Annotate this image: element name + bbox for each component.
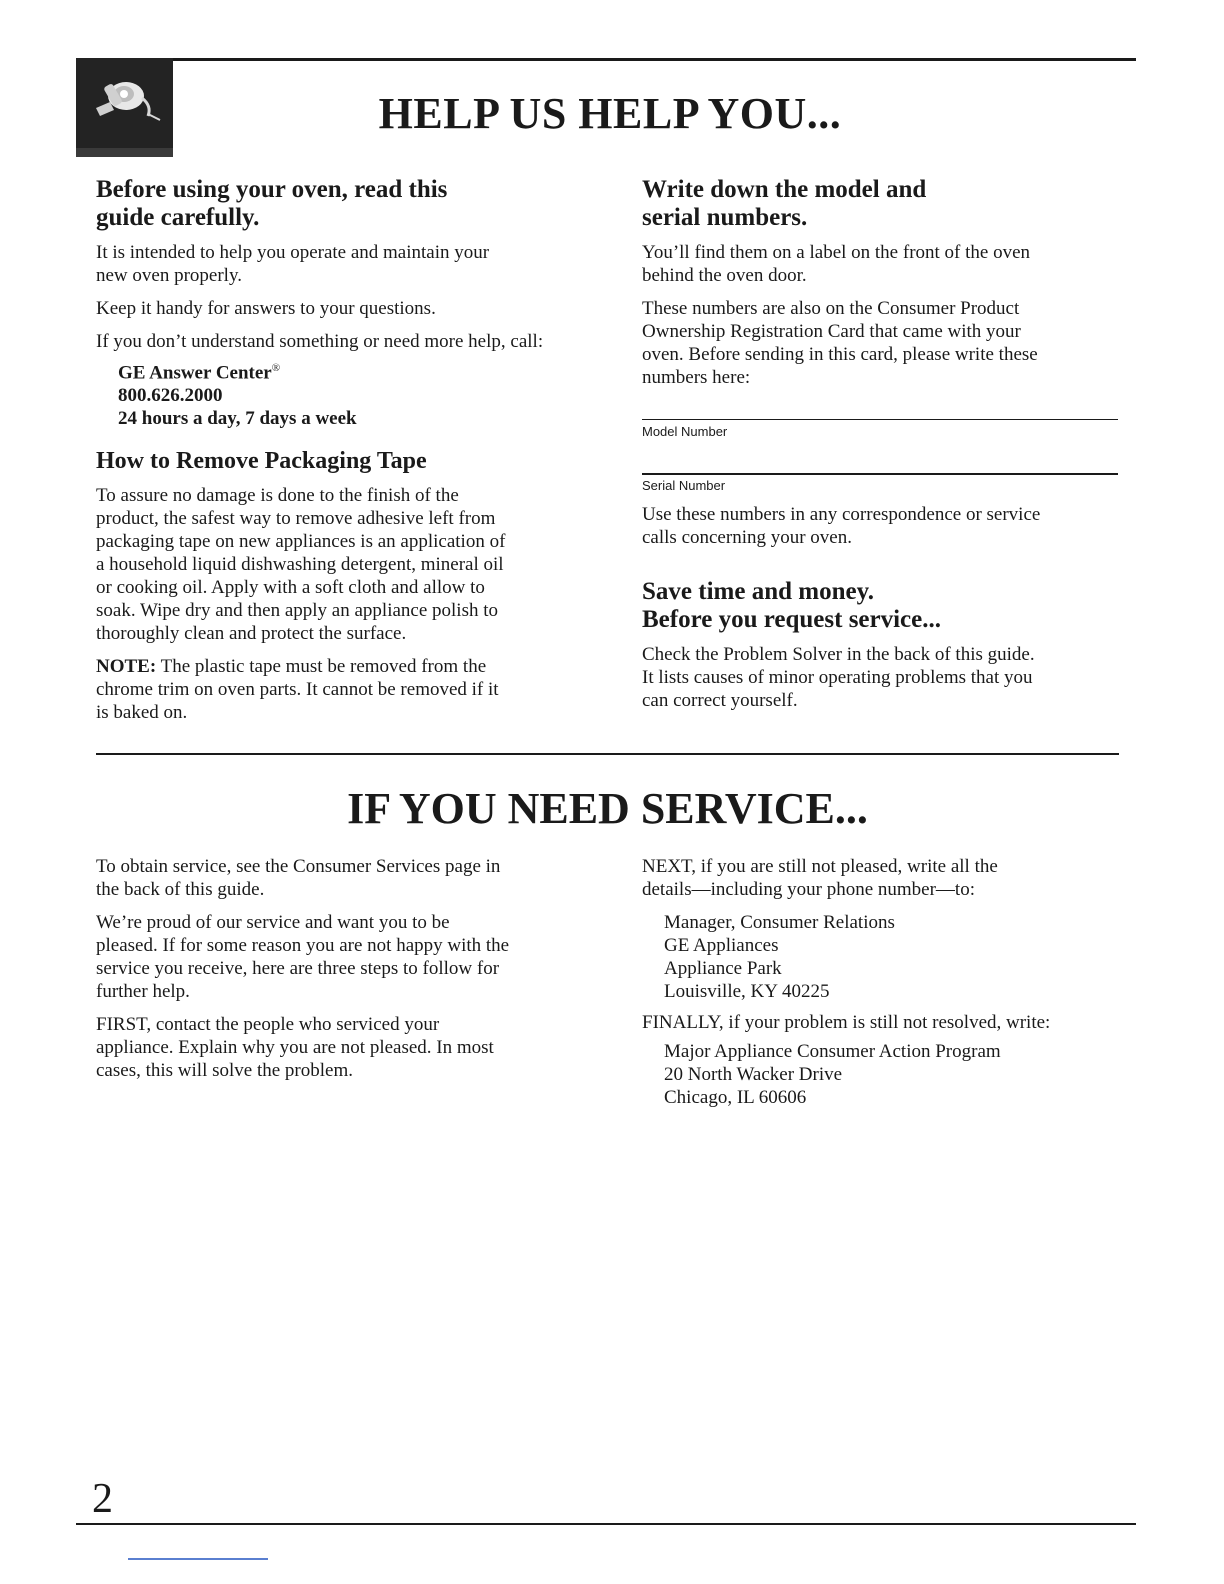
note-paragraph bbox=[96, 655, 576, 724]
consumer-relations-address bbox=[642, 911, 1120, 1003]
contact-hours: 24 hours a day, 7 days a week bbox=[118, 408, 357, 430]
problem-solver-paragraph bbox=[642, 643, 1120, 712]
proud-line: pleased. If for some reason you are not happy with the bbox=[96, 935, 510, 956]
first-step-paragraph bbox=[96, 1013, 576, 1082]
card-line: numbers here: bbox=[642, 367, 751, 388]
tape-line: To assure no damage is done to the finish of the bbox=[96, 485, 459, 507]
packaging-tape-paragraph bbox=[96, 484, 576, 645]
service-title: IF YOU NEED SERVICE... bbox=[347, 784, 868, 833]
save-time-heading-line1: Save time and money. bbox=[642, 578, 874, 605]
model-number-label: Model Number bbox=[642, 424, 728, 439]
note-line1: The plastic tape must be removed from the bbox=[156, 656, 487, 678]
macap-address bbox=[642, 1040, 1120, 1109]
serial-number-label: Serial Number bbox=[642, 478, 726, 493]
page-number: 2 bbox=[92, 1476, 113, 1522]
obtain-line2: the back of this guide. bbox=[96, 879, 265, 900]
tape-line: soak. Wipe dry and then apply an appliance polish to bbox=[96, 600, 499, 622]
card-line: oven. Before sending in this card, please write these bbox=[642, 344, 1038, 365]
proud-line: service you receive, here are three steps to follow for bbox=[96, 958, 500, 979]
service-right-column bbox=[642, 855, 1120, 1109]
next-step-paragraph bbox=[642, 855, 1120, 901]
address-line: Appliance Park bbox=[664, 958, 782, 979]
finally-step-paragraph: FINALLY, if your problem is still not resolved, write: bbox=[642, 1012, 1051, 1033]
use-numbers-block bbox=[642, 503, 1120, 559]
tape-line: or cooking oil. Apply with a soft cloth and allow to bbox=[96, 577, 485, 599]
address-line: Chicago, IL 60606 bbox=[664, 1087, 807, 1108]
page-title: HELP US HELP YOU... bbox=[378, 89, 842, 138]
tape-line: packaging tape on new appliances is an application of bbox=[96, 531, 506, 553]
note-line2: chrome trim on oven parts. It cannot be removed if it bbox=[96, 679, 499, 701]
before-using-heading-line1: Before using your oven, read this bbox=[96, 176, 448, 203]
packaging-tape-section bbox=[96, 448, 576, 734]
find-line1: You’ll find them on a label on the front of the oven bbox=[642, 242, 1031, 263]
keep-handy-paragraph: Keep it handy for answers to your questions. bbox=[96, 298, 436, 319]
section-divider bbox=[96, 753, 1119, 755]
first-line: cases, this will solve the problem. bbox=[96, 1060, 353, 1081]
address-line: Louisville, KY 40225 bbox=[664, 981, 830, 1002]
packaging-tape-heading: How to Remove Packaging Tape bbox=[96, 448, 427, 474]
proud-paragraph bbox=[96, 911, 576, 1003]
save-time-section bbox=[642, 578, 1120, 722]
model-serial-section bbox=[642, 176, 1120, 399]
contact-phone: 800.626.2000 bbox=[118, 385, 223, 407]
note-label: NOTE: bbox=[96, 656, 157, 678]
find-them-paragraph bbox=[642, 241, 1120, 287]
serial-number-line[interactable] bbox=[642, 473, 1118, 475]
tape-line: a household liquid dishwashing detergent, mineral oil bbox=[96, 554, 504, 576]
bottom-rule bbox=[76, 1523, 1136, 1525]
address-line: 20 North Wacker Drive bbox=[664, 1064, 843, 1085]
use-line1: Use these numbers in any correspondence or service bbox=[642, 504, 1041, 525]
intended-line1: It is intended to help you operate and maintain your bbox=[96, 242, 490, 263]
next-line1: NEXT, if you are still not pleased, write all the bbox=[642, 856, 998, 877]
obtain-service-paragraph bbox=[96, 855, 576, 901]
registration-card-paragraph bbox=[642, 297, 1120, 389]
model-number-line[interactable] bbox=[642, 419, 1118, 420]
solver-line: can correct yourself. bbox=[642, 690, 798, 711]
find-line2: behind the oven door. bbox=[642, 265, 807, 286]
footer-link-underline bbox=[128, 1558, 268, 1560]
proud-line: We’re proud of our service and want you to be bbox=[96, 912, 450, 933]
save-time-heading-line2: Before you request service... bbox=[642, 605, 941, 633]
model-serial-heading-line2: serial numbers. bbox=[642, 203, 808, 231]
before-using-heading-line2: guide carefully. bbox=[96, 203, 260, 231]
tape-line: thoroughly clean and protect the surface. bbox=[96, 623, 407, 645]
intended-paragraph bbox=[96, 241, 576, 287]
first-line: appliance. Explain why you are not pleased. In most bbox=[96, 1037, 494, 1058]
registered-mark: ® bbox=[271, 362, 281, 374]
contact-name bbox=[118, 357, 576, 384]
use-line2: calls concerning your oven. bbox=[642, 527, 852, 548]
address-line: GE Appliances bbox=[664, 935, 779, 956]
lightbulb-oven-icon-graphic bbox=[76, 58, 173, 157]
top-rule bbox=[76, 58, 1136, 61]
first-line: FIRST, contact the people who serviced your bbox=[96, 1014, 440, 1035]
model-serial-heading-line1: Write down the model and bbox=[642, 176, 927, 203]
answer-center-name: GE Answer Center bbox=[118, 362, 272, 384]
lightbulb-oven-icon bbox=[76, 58, 173, 157]
card-line: These numbers are also on the Consumer Product bbox=[642, 298, 1020, 319]
obtain-line1: To obtain service, see the Consumer Services page in bbox=[96, 856, 501, 877]
address-line: Major Appliance Consumer Action Program bbox=[664, 1041, 1001, 1062]
tape-line: product, the safest way to remove adhesive left from bbox=[96, 508, 496, 530]
address-line: Manager, Consumer Relations bbox=[664, 912, 895, 933]
service-left-column bbox=[96, 855, 576, 1092]
solver-line: It lists causes of minor operating problems that you bbox=[642, 667, 1033, 688]
call-paragraph: If you don’t understand something or need more help, call: bbox=[96, 331, 544, 352]
before-using-section bbox=[96, 176, 576, 430]
proud-line: further help. bbox=[96, 981, 190, 1002]
card-line: Ownership Registration Card that came with your bbox=[642, 321, 1021, 342]
note-line3: is baked on. bbox=[96, 702, 188, 724]
intended-line2: new oven properly. bbox=[96, 265, 242, 286]
solver-line: Check the Problem Solver in the back of this guide. bbox=[642, 644, 1035, 665]
next-line2: details—including your phone number—to: bbox=[642, 879, 975, 900]
use-numbers-paragraph bbox=[642, 503, 1120, 549]
